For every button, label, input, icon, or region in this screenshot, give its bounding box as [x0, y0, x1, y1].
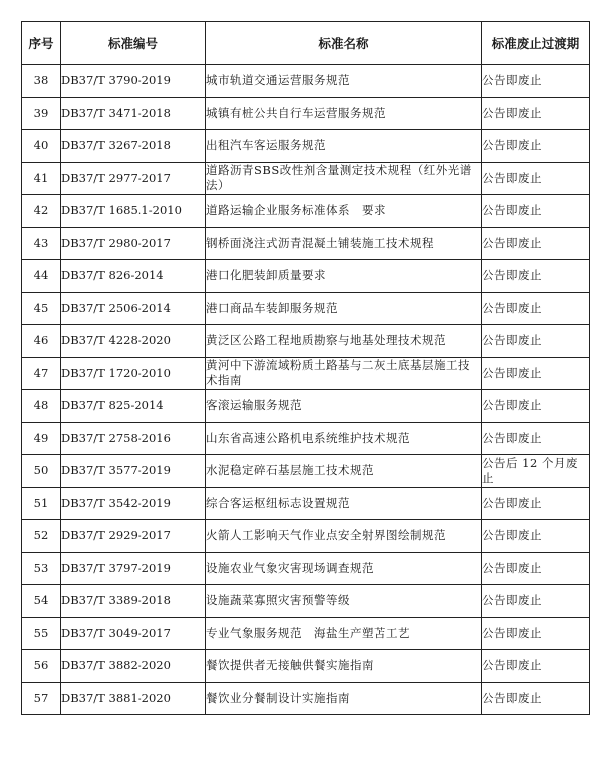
row-status: 公告即废止	[482, 227, 590, 260]
row-status: 公告即废止	[482, 585, 590, 618]
row-seq: 52	[22, 520, 61, 553]
row-seq: 49	[22, 422, 61, 455]
table-row	[22, 455, 590, 488]
row-name: 黄泛区公路工程地质勘察与地基处理技术规范	[206, 325, 482, 358]
row-status: 公告即废止	[482, 650, 590, 683]
row-name: 城镇有桩公共自行车运营服务规范	[206, 97, 482, 130]
row-status: 公告即废止	[482, 162, 590, 195]
row-status: 公告即废止	[482, 682, 590, 715]
row-code: DB37/T 1685.1-2010	[61, 195, 206, 228]
row-code: DB37/T 2929-2017	[61, 520, 206, 553]
row-seq: 55	[22, 617, 61, 650]
table-row	[22, 682, 590, 715]
row-code: DB37/T 3267-2018	[61, 130, 206, 163]
row-code: DB37/T 3790-2019	[61, 65, 206, 98]
standards-table	[21, 21, 590, 715]
row-status: 公告即废止	[482, 487, 590, 520]
row-code: DB37/T 3542-2019	[61, 487, 206, 520]
table-row	[22, 585, 590, 618]
row-code: DB37/T 3049-2017	[61, 617, 206, 650]
row-code: DB37/T 3471-2018	[61, 97, 206, 130]
table-row	[22, 357, 590, 390]
row-seq: 47	[22, 357, 61, 390]
row-status: 公告即废止	[482, 552, 590, 585]
table-row	[22, 65, 590, 98]
row-seq: 39	[22, 97, 61, 130]
table-row	[22, 552, 590, 585]
table-row	[22, 195, 590, 228]
row-status: 公告即废止	[482, 130, 590, 163]
table-row	[22, 520, 590, 553]
row-name: 港口商品车装卸服务规范	[206, 292, 482, 325]
row-code: DB37/T 3577-2019	[61, 455, 206, 488]
row-seq: 51	[22, 487, 61, 520]
row-seq: 40	[22, 130, 61, 163]
table-body	[22, 65, 590, 715]
row-seq: 41	[22, 162, 61, 195]
row-name: 专业气象服务规范 海盐生产塑苫工艺	[206, 617, 482, 650]
row-name: 城市轨道交通运营服务规范	[206, 65, 482, 98]
row-code: DB37/T 3881-2020	[61, 682, 206, 715]
row-status: 公告即废止	[482, 195, 590, 228]
row-code: DB37/T 3882-2020	[61, 650, 206, 683]
row-status: 公告即废止	[482, 422, 590, 455]
row-name: 设施农业气象灾害现场调查规范	[206, 552, 482, 585]
table-row	[22, 325, 590, 358]
row-seq: 43	[22, 227, 61, 260]
row-seq: 44	[22, 260, 61, 293]
row-seq: 48	[22, 390, 61, 423]
row-code: DB37/T 2977-2017	[61, 162, 206, 195]
header-name: 标准名称	[206, 22, 482, 65]
row-status: 公告即废止	[482, 390, 590, 423]
table-row	[22, 487, 590, 520]
row-name: 黄河中下游流域粉质土路基与二灰土底基层施工技术指南	[206, 357, 482, 390]
row-seq: 57	[22, 682, 61, 715]
table-row	[22, 130, 590, 163]
table-row	[22, 97, 590, 130]
row-name: 火箭人工影响天气作业点安全射界图绘制规范	[206, 520, 482, 553]
row-name: 山东省高速公路机电系统维护技术规范	[206, 422, 482, 455]
row-status: 公告即废止	[482, 65, 590, 98]
row-name: 水泥稳定碎石基层施工技术规范	[206, 455, 482, 488]
row-name: 客滚运输服务规范	[206, 390, 482, 423]
row-status: 公告即废止	[482, 357, 590, 390]
row-status: 公告即废止	[482, 617, 590, 650]
row-seq: 46	[22, 325, 61, 358]
table-row	[22, 227, 590, 260]
row-seq: 50	[22, 455, 61, 488]
row-name: 港口化肥装卸质量要求	[206, 260, 482, 293]
header-code: 标准编号	[61, 22, 206, 65]
row-seq: 42	[22, 195, 61, 228]
row-code: DB37/T 3797-2019	[61, 552, 206, 585]
table-row	[22, 617, 590, 650]
row-status: 公告后 12 个月废止	[482, 455, 590, 488]
row-status: 公告即废止	[482, 325, 590, 358]
row-name: 设施蔬菜寡照灾害预警等级	[206, 585, 482, 618]
row-name: 综合客运枢纽标志设置规范	[206, 487, 482, 520]
table-row	[22, 260, 590, 293]
row-name: 钢桥面浇注式沥青混凝土铺装施工技术规程	[206, 227, 482, 260]
row-name: 餐饮提供者无接触供餐实施指南	[206, 650, 482, 683]
row-name: 道路运输企业服务标准体系 要求	[206, 195, 482, 228]
row-seq: 56	[22, 650, 61, 683]
row-code: DB37/T 3389-2018	[61, 585, 206, 618]
row-seq: 54	[22, 585, 61, 618]
row-status: 公告即废止	[482, 292, 590, 325]
row-code: DB37/T 4228-2020	[61, 325, 206, 358]
row-status: 公告即废止	[482, 97, 590, 130]
row-seq: 38	[22, 65, 61, 98]
row-code: DB37/T 825-2014	[61, 390, 206, 423]
row-name: 餐饮业分餐制设计实施指南	[206, 682, 482, 715]
table-row	[22, 422, 590, 455]
header-seq: 序号	[22, 22, 61, 65]
row-code: DB37/T 2980-2017	[61, 227, 206, 260]
table-row	[22, 292, 590, 325]
row-name: 出租汽车客运服务规范	[206, 130, 482, 163]
table-header-row	[22, 22, 590, 65]
row-code: DB37/T 826-2014	[61, 260, 206, 293]
row-code: DB37/T 1720-2010	[61, 357, 206, 390]
row-seq: 53	[22, 552, 61, 585]
table-row	[22, 390, 590, 423]
row-code: DB37/T 2758-2016	[61, 422, 206, 455]
row-status: 公告即废止	[482, 520, 590, 553]
row-code: DB37/T 2506-2014	[61, 292, 206, 325]
header-transition: 标准废止过渡期	[482, 22, 590, 65]
row-status: 公告即废止	[482, 260, 590, 293]
table-row	[22, 650, 590, 683]
row-seq: 45	[22, 292, 61, 325]
table-row	[22, 162, 590, 195]
row-name: 道路沥青SBS改性剂含量测定技术规程（红外光谱法）	[206, 162, 482, 195]
